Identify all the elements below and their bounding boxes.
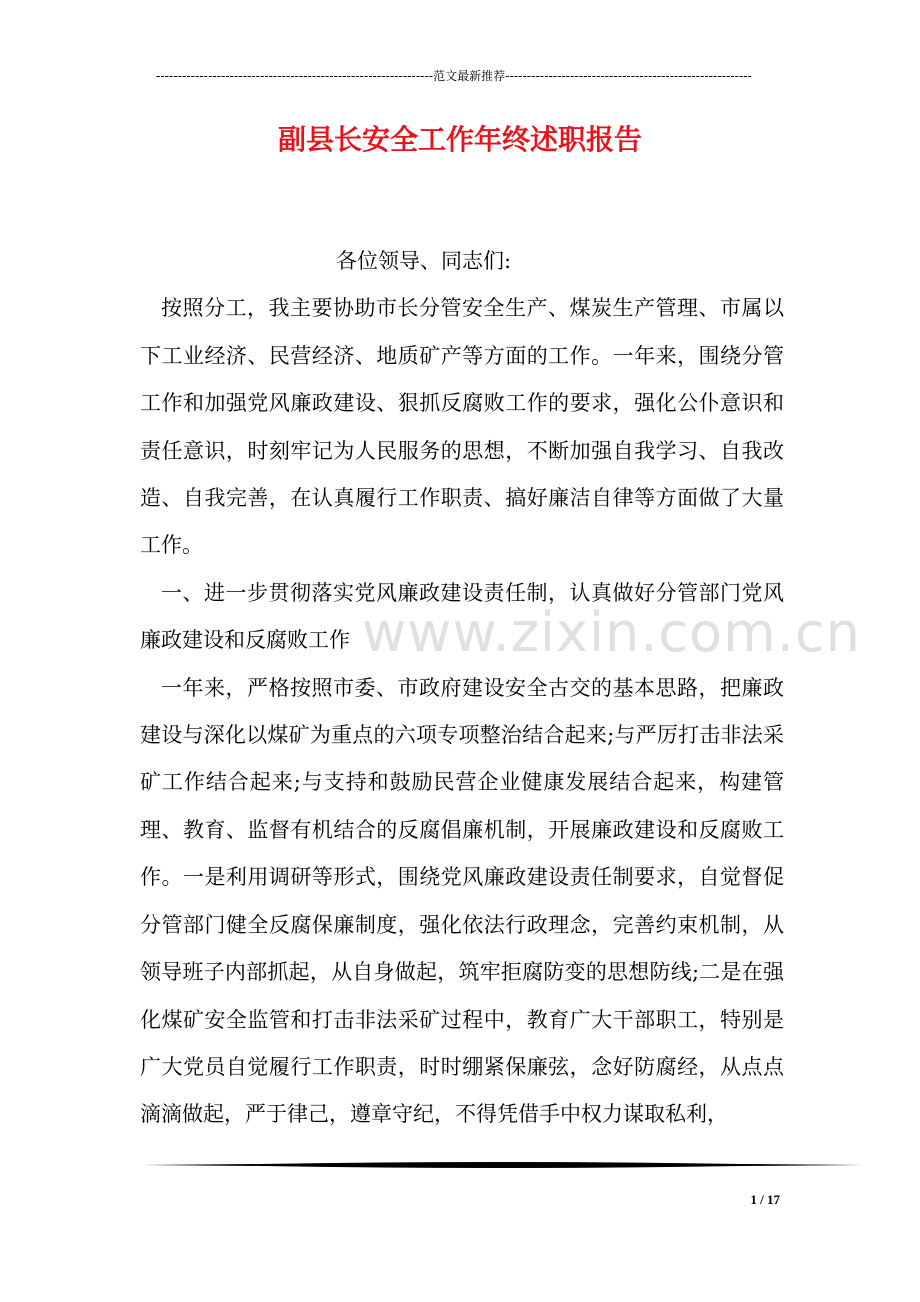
paragraph-section-1: 一年来，严格按照市委、市政府建设安全古交的基本思路，把廉政建设与深化以煤矿为重点的六项专项整治结合起来;与严厉打击非法采矿工作结合起来;与支持和鼓励民营企业健康发展结合起来，构建管理、教育、监督有机结合的反腐倡廉机制，开展廉政建设和反腐败工作。一是利用调研等形式，围绕党风廉政建设责任制要求，自觉督促分管部门健全反腐保廉制度，强化依法行政理念，完善约束机制，从领导班子内部抓起，从自身做起，筑牢拒腐防变的思想防线;二是在强化煤矿安全监管和打击非法采矿过程中，教育广大干部职工，特别是广大党员自觉履行工作职责，时时绷紧保廉弦，念好防腐经，从点点滴滴做起，严于律己，遵章守纪，不得凭借手中权力谋取私利， [140, 675, 784, 1127]
paragraph-intro: 按照分工，我主要协助市长分管安全生产、煤炭生产管理、市属以下工业经济、民营经济、地质矿产等方面的工作。一年来，围绕分管工作和加强党风廉政建设、狠抓反腐败工作的要求，强化公仆意识和责任意识，时刻牢记为人民服务的思想，不断加强自我学习、自我改造、自我完善，在认真履行工作职责、搞好廉洁自律等方面做了大量工作。 [140, 296, 784, 558]
document-title: 副县长安全工作年终述职报告 [277, 123, 642, 156]
footer-rule [142, 1157, 864, 1173]
salutation: 各位领导、同志们: [336, 249, 512, 273]
header-dashes-left: ---------------------------------------------------------------- [156, 69, 434, 83]
page-header [140, 66, 768, 86]
section-heading-1: 一、进一步贯彻落实党风廉政建设责任制，认真做好分管部门党风廉政建设和反腐败工作 [140, 580, 784, 653]
header-dashes-right: --------------------------------------------------------- [505, 69, 752, 83]
page-number: 1 / 17 [750, 1192, 780, 1207]
document-body [140, 238, 784, 1139]
header-label: 范文最新推荐 [433, 69, 506, 83]
watermark: www.zixin.com.cn [362, 601, 861, 664]
